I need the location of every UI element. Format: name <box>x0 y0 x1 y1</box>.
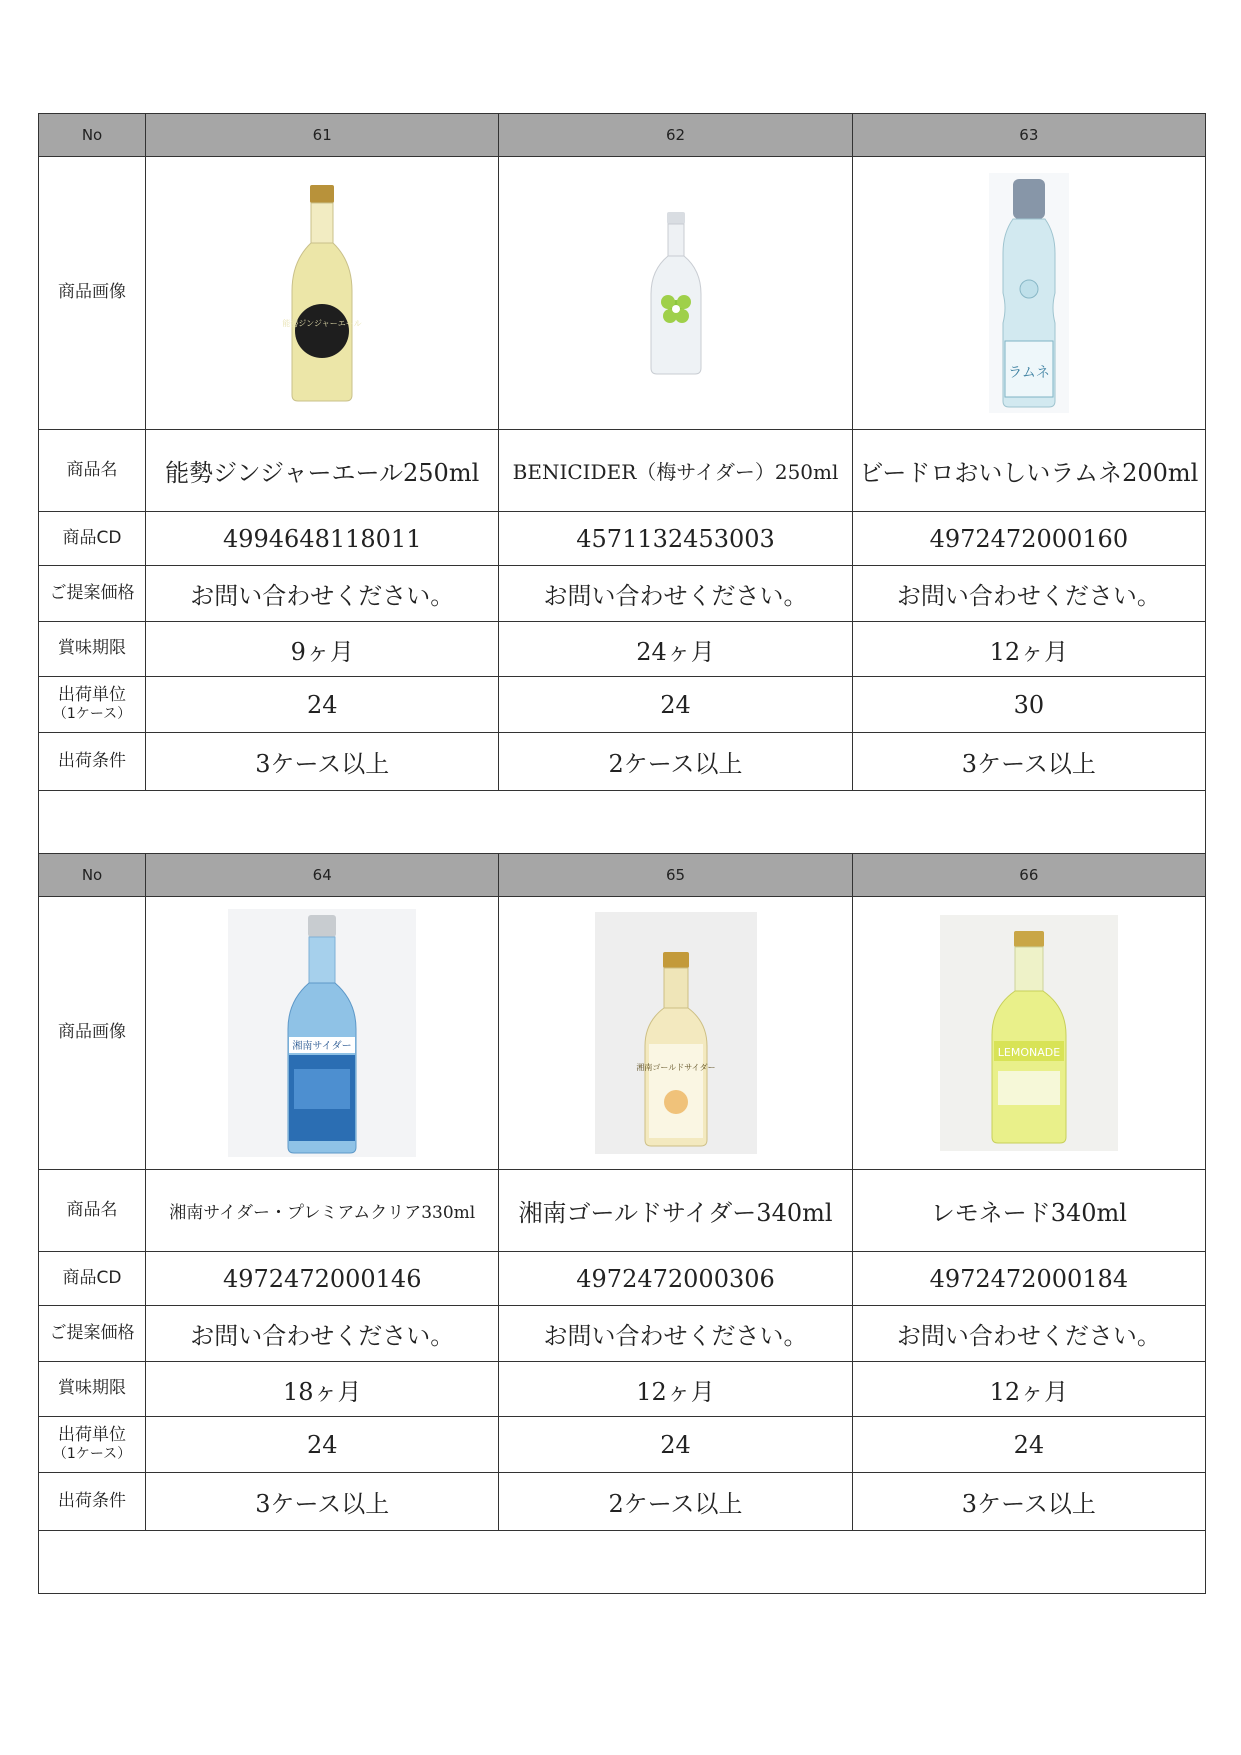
product-code: 4571132453003 <box>499 512 852 566</box>
product-name: 能勢ジンジャーエール250ml <box>146 430 499 512</box>
lemonade-bottle-image <box>940 915 1118 1151</box>
product-image-cell <box>852 897 1205 1170</box>
product-image-cell <box>499 897 852 1170</box>
product-table <box>38 113 1206 1594</box>
image-label: 商品画像 <box>39 897 146 1170</box>
header-row <box>39 114 1206 157</box>
product-condition: 3ケース以上 <box>852 1473 1205 1531</box>
name-label: 商品名 <box>39 430 146 512</box>
unit-row <box>39 1417 1206 1473</box>
product-price: お問い合わせください。 <box>852 1306 1205 1362</box>
spacer-row <box>39 791 1206 854</box>
product-unit: 24 <box>499 1417 852 1473</box>
svg-text:LEMONADE: LEMONADE <box>997 1046 1061 1059</box>
no-label: No <box>39 854 146 897</box>
no-label: No <box>39 114 146 157</box>
header-row <box>39 854 1206 897</box>
product-code: 4972472000146 <box>146 1252 499 1306</box>
product-price: お問い合わせください。 <box>852 566 1205 622</box>
plum-cider-bottle-image <box>641 210 711 376</box>
unit-label <box>39 1417 146 1473</box>
product-no: 64 <box>146 854 499 897</box>
product-unit: 24 <box>146 1417 499 1473</box>
svg-text:能勢ジンジャーエール: 能勢ジンジャーエール <box>282 319 362 328</box>
product-no: 61 <box>146 114 499 157</box>
svg-text:ラムネ: ラムネ <box>1007 365 1050 381</box>
image-row <box>39 897 1206 1170</box>
product-best-before: 24ヶ月 <box>499 622 852 677</box>
price-row <box>39 1306 1206 1362</box>
code-label: 商品CD <box>39 512 146 566</box>
code-row <box>39 1252 1206 1306</box>
product-code: 4994648118011 <box>146 512 499 566</box>
product-unit: 24 <box>499 677 852 733</box>
product-unit: 30 <box>852 677 1205 733</box>
product-name: ビードロおいしいラムネ200ml <box>852 430 1205 512</box>
product-name: BENICIDER（梅サイダー）250ml <box>499 430 852 512</box>
product-no: 65 <box>499 854 852 897</box>
unit-label-sub: （1ケース） <box>52 706 132 723</box>
product-best-before: 12ヶ月 <box>852 1362 1205 1417</box>
best-before-label: 賞味期限 <box>39 1362 146 1417</box>
condition-label: 出荷条件 <box>39 1473 146 1531</box>
shonan-gold-cider-bottle-image <box>595 912 757 1154</box>
condition-row <box>39 1473 1206 1531</box>
product-price: お問い合わせください。 <box>146 566 499 622</box>
product-name: 湘南サイダー・プレミアムクリア330ml <box>146 1170 499 1252</box>
condition-row <box>39 733 1206 791</box>
best-before-label: 賞味期限 <box>39 622 146 677</box>
product-condition: 2ケース以上 <box>499 1473 852 1531</box>
best-before-row <box>39 622 1206 677</box>
name-row <box>39 430 1206 512</box>
image-row <box>39 157 1206 430</box>
product-image-cell <box>499 157 852 430</box>
product-no: 66 <box>852 854 1205 897</box>
product-price: お問い合わせください。 <box>499 1306 852 1362</box>
product-code: 4972472000160 <box>852 512 1205 566</box>
product-price: お問い合わせください。 <box>146 1306 499 1362</box>
product-image-cell <box>852 157 1205 430</box>
price-label: ご提案価格 <box>39 1306 146 1362</box>
product-code: 4972472000184 <box>852 1252 1205 1306</box>
product-image-cell <box>146 897 499 1170</box>
product-best-before: 18ヶ月 <box>146 1362 499 1417</box>
product-condition: 3ケース以上 <box>852 733 1205 791</box>
unit-label-main: 出荷単位 <box>58 685 127 706</box>
best-before-row <box>39 1362 1206 1417</box>
condition-label: 出荷条件 <box>39 733 146 791</box>
product-price: お問い合わせください。 <box>499 566 852 622</box>
product-code: 4972472000306 <box>499 1252 852 1306</box>
unit-label <box>39 677 146 733</box>
product-image-cell <box>146 157 499 430</box>
spacer-row <box>39 1531 1206 1594</box>
product-name: 湘南ゴールドサイダー340ml <box>499 1170 852 1252</box>
product-unit: 24 <box>146 677 499 733</box>
spacer-cell <box>39 1531 1206 1594</box>
unit-row <box>39 677 1206 733</box>
price-label: ご提案価格 <box>39 566 146 622</box>
product-condition: 3ケース以上 <box>146 1473 499 1531</box>
product-best-before: 9ヶ月 <box>146 622 499 677</box>
price-row <box>39 566 1206 622</box>
code-label: 商品CD <box>39 1252 146 1306</box>
image-label: 商品画像 <box>39 157 146 430</box>
unit-label-main: 出荷単位 <box>58 1425 127 1446</box>
name-label: 商品名 <box>39 1170 146 1252</box>
product-condition: 3ケース以上 <box>146 733 499 791</box>
product-no: 62 <box>499 114 852 157</box>
svg-text:湘南ゴールドサイダー: 湘南ゴールドサイダー <box>635 1063 716 1072</box>
ramune-bottle-image <box>989 173 1069 413</box>
shonan-cider-bottle-image <box>228 909 416 1157</box>
spacer-cell <box>39 791 1206 854</box>
unit-label-sub: （1ケース） <box>52 1446 132 1463</box>
product-no: 63 <box>852 114 1205 157</box>
product-condition: 2ケース以上 <box>499 733 852 791</box>
ginger-ale-bottle-image <box>282 181 362 405</box>
name-row <box>39 1170 1206 1252</box>
product-sheet <box>38 113 1206 1594</box>
product-name: レモネード340ml <box>852 1170 1205 1252</box>
svg-text:湘南サイダー: 湘南サイダー <box>292 1041 352 1052</box>
product-unit: 24 <box>852 1417 1205 1473</box>
product-best-before: 12ヶ月 <box>499 1362 852 1417</box>
code-row <box>39 512 1206 566</box>
product-best-before: 12ヶ月 <box>852 622 1205 677</box>
